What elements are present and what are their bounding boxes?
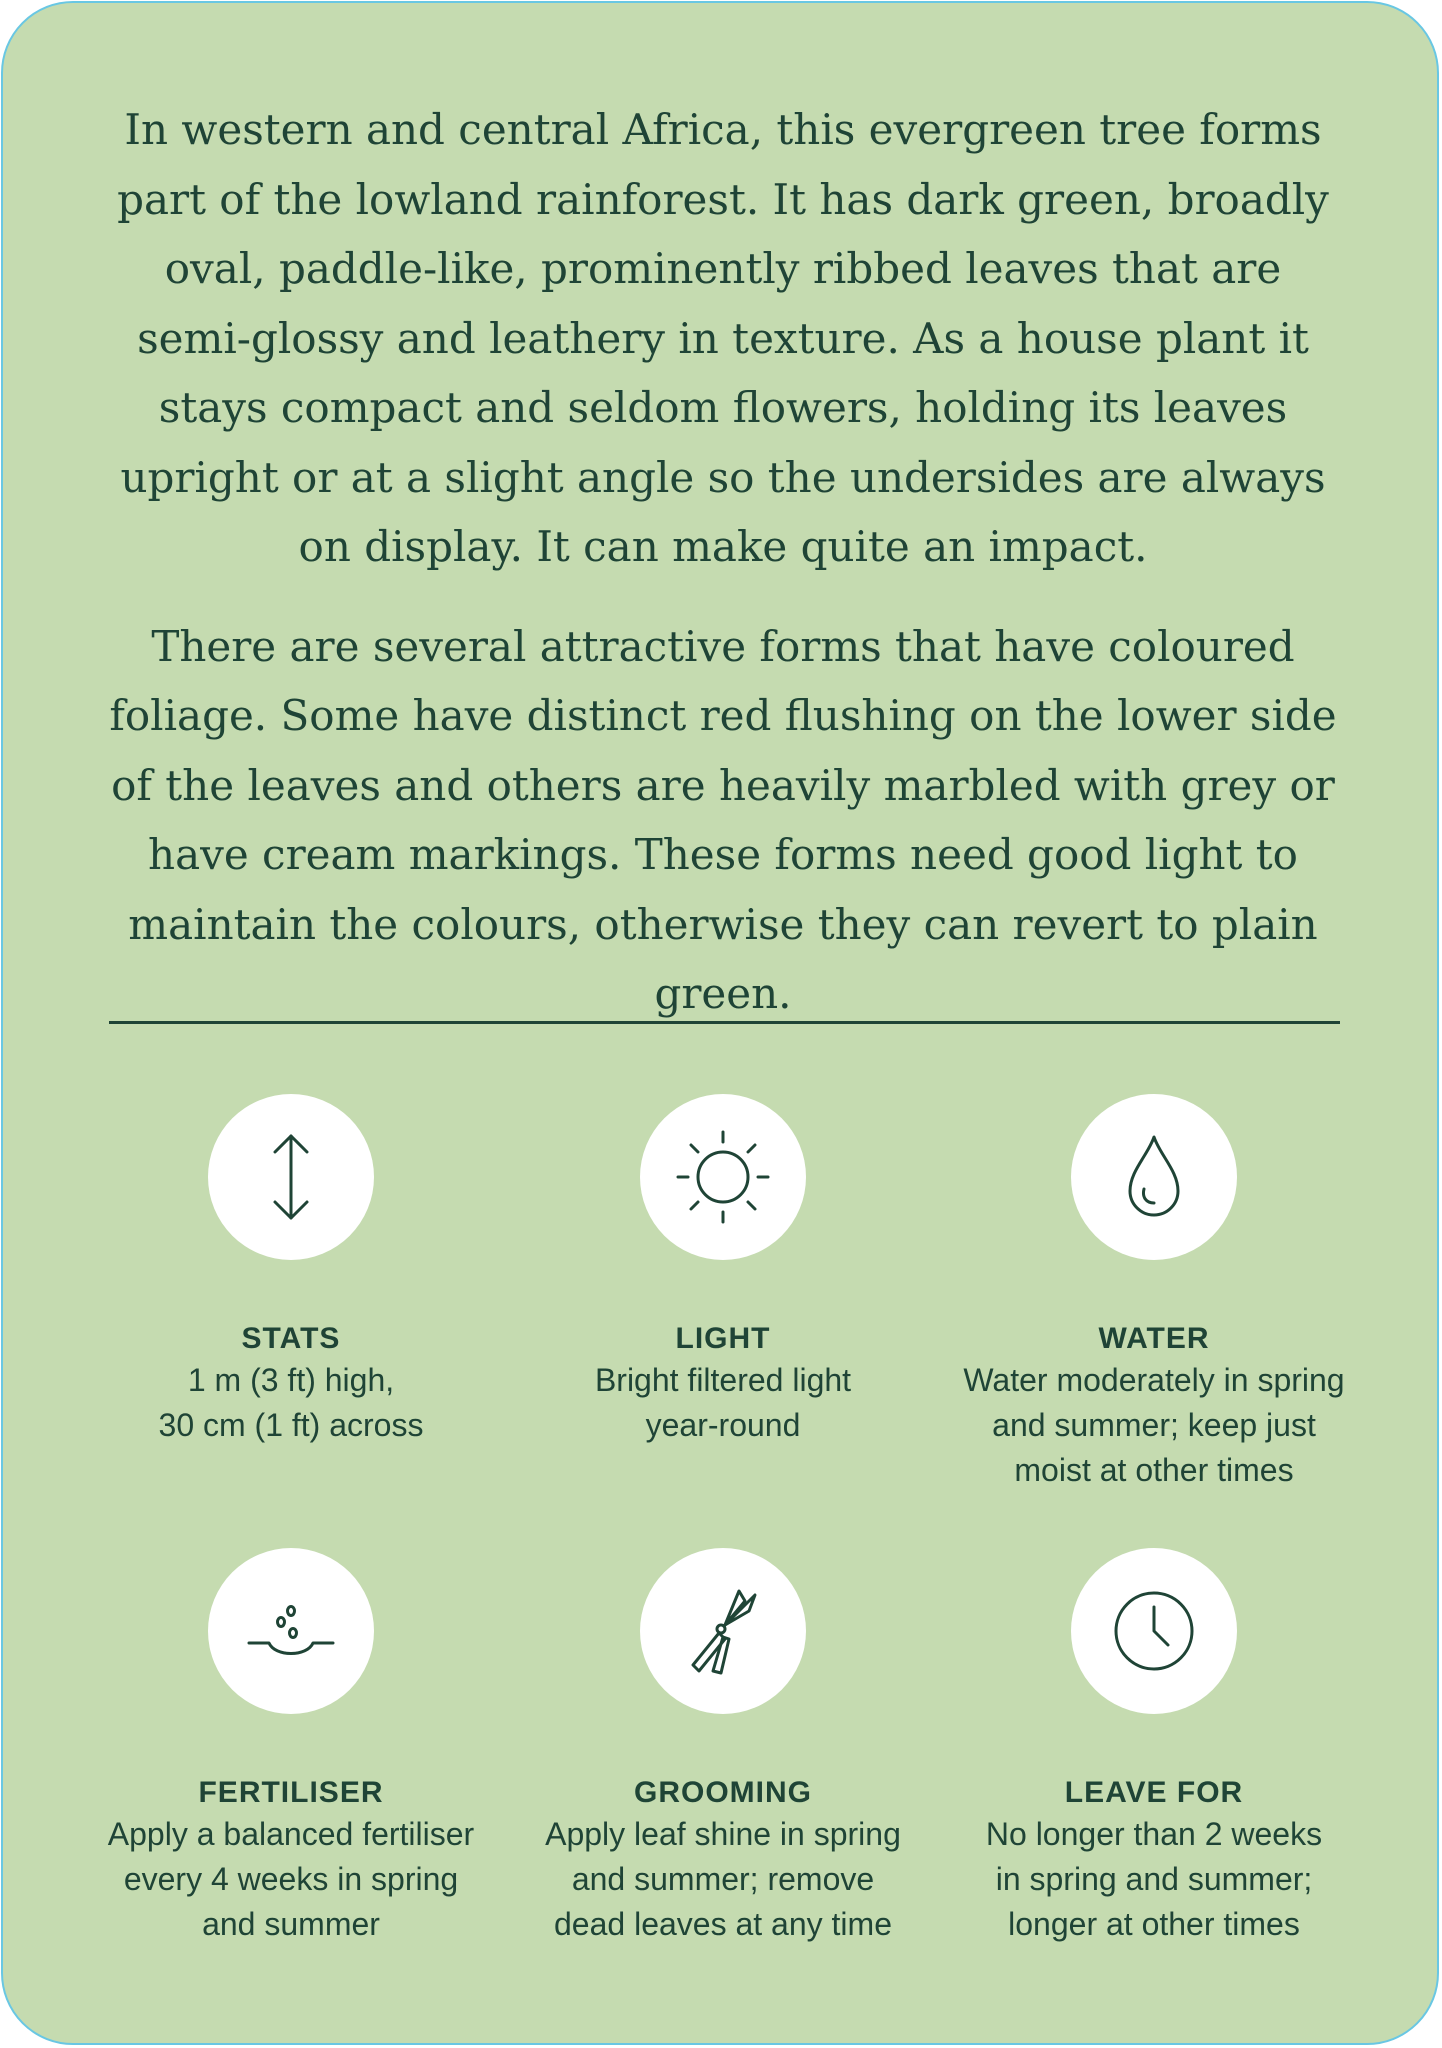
care-item-fertiliser — [76, 1548, 506, 1947]
care-title: STATS — [241, 1322, 341, 1355]
care-title: FERTILISER — [198, 1776, 384, 1809]
icon-circle — [640, 1548, 806, 1714]
vertical-arrows-icon — [241, 1127, 341, 1227]
icon-circle — [208, 1548, 374, 1714]
care-title: LEAVE FOR — [1064, 1776, 1244, 1809]
icon-circle — [640, 1094, 806, 1260]
icon-circle — [208, 1094, 374, 1260]
intro-paragraph-2: There are several attractive forms that have coloured foliage. Some have distinct red flushing on the lower side of the leaves and others are heavily marbled with grey or have cream markings. These forms need good light to maintain the colours, otherwise they can revert to plain green. — [109, 621, 1337, 1018]
care-text: No longer than 2 weeks in spring and summer; longer at other times — [985, 1816, 1323, 1942]
care-text: Apply a balanced fertiliser every 4 weeks in spring and summer — [107, 1816, 475, 1942]
care-text: Apply leaf shine in spring and summer; remove dead leaves at any time — [545, 1816, 901, 1942]
plant-info-card — [1, 1, 1439, 2045]
water-drop-icon — [1104, 1127, 1204, 1227]
pruning-shears-icon — [673, 1581, 773, 1681]
care-item-leave-for — [939, 1548, 1369, 1947]
care-item-light — [508, 1094, 938, 1448]
icon-circle — [1071, 1094, 1237, 1260]
care-text: Bright filtered light year-round — [594, 1362, 852, 1443]
care-text: 1 m (3 ft) high, 30 cm (1 ft) across — [158, 1362, 424, 1443]
care-text: Water moderately in spring and summer; keep just moist at other times — [963, 1362, 1345, 1488]
care-item-grooming — [508, 1548, 938, 1947]
care-item-water — [939, 1094, 1369, 1493]
care-title: LIGHT — [675, 1322, 771, 1355]
icon-circle — [1071, 1548, 1237, 1714]
clock-icon — [1104, 1581, 1204, 1681]
care-title: GROOMING — [634, 1776, 812, 1809]
sun-icon — [673, 1127, 773, 1227]
care-item-stats — [76, 1094, 506, 1448]
intro-paragraph-1: In western and central Africa, this evergreen tree forms part of the lowland rainforest. It has dark green, broadly oval, paddle-like, prominently ribbed leaves that are semi-glossy and leathery in texture. As a house plant it stays compact and seldom flowers, holding its leaves upright or at a slight angle so the undersides are always on display. It can make quite an impact. — [117, 105, 1329, 571]
care-grid — [3, 3, 1437, 2043]
care-title: WATER — [1098, 1322, 1210, 1355]
seeds-in-soil-icon — [241, 1581, 341, 1681]
